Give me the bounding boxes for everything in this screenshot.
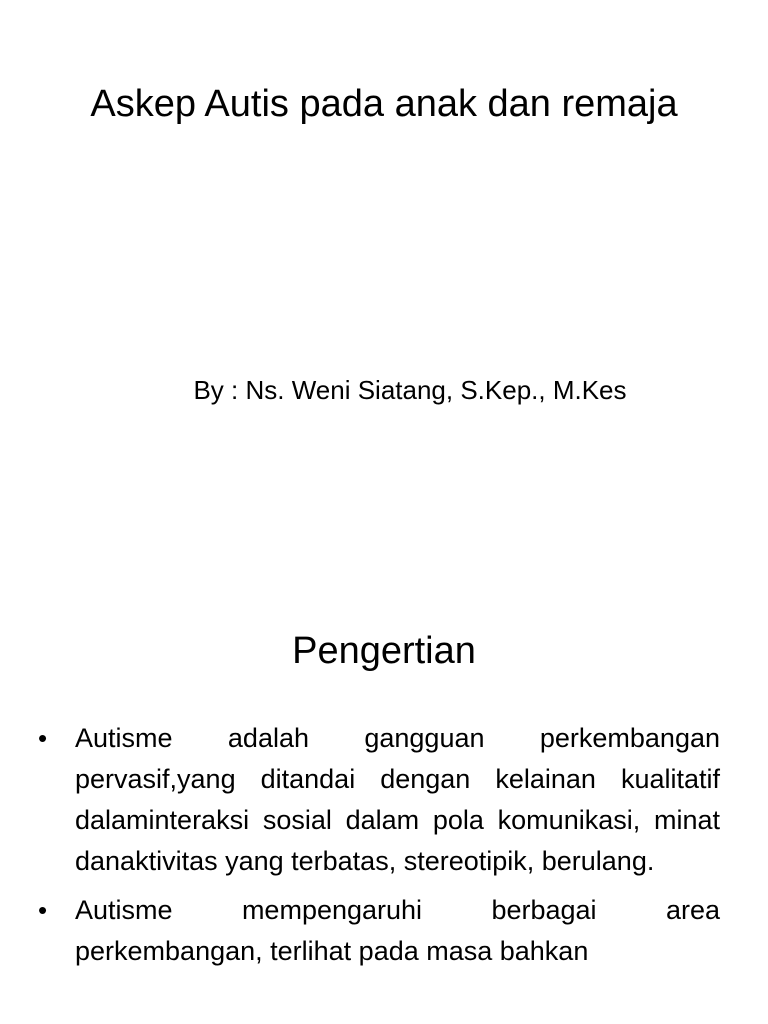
content-slide <box>0 576 768 1024</box>
bullet-item <box>38 890 720 972</box>
bullet-icon: • <box>38 895 48 925</box>
bullet-item <box>38 718 720 882</box>
author-byline: By : Ns. Weni Siatang, S.Kep., M.Kes <box>193 375 627 405</box>
bullet-list <box>38 718 720 980</box>
bullet-text: Autisme mempengaruhi berbagai area perkembangan, terlihat pada masa bahkan <box>75 895 720 966</box>
section-title: Pengertian <box>292 630 476 672</box>
bullet-icon: • <box>38 723 48 753</box>
bullet-text: Autisme adalah gangguan perkembangan pervasif,yang ditandai dengan kelainan kualitatif dalaminteraksi sosial dalam pola komunikasi, minat danaktivitas yang terbatas, stereotipik, berulang. <box>75 723 720 876</box>
presentation-title: Askep Autis pada anak dan remaja <box>90 83 678 125</box>
